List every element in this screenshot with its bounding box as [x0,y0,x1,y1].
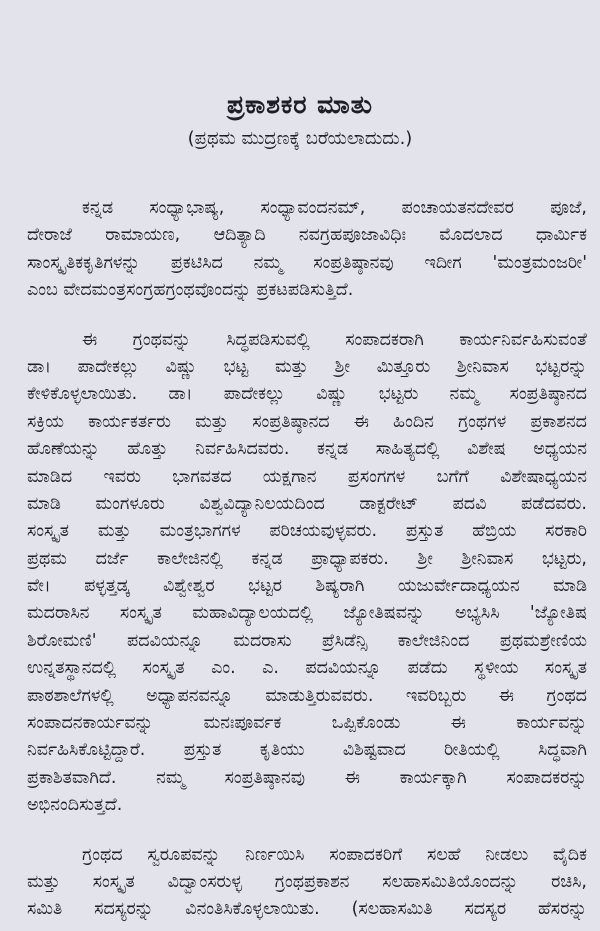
text-line: ನಿರ್ವಹಿಸಿಕೊಟ್ಟಿದ್ದಾರೆ. ಪ್ರಸ್ತುತ ಕೃತಿಯು ವಿಶಿಷ್ಟವಾದ ರೀತಿಯಲ್ಲಿ ಸಿದ್ಧವಾಗಿ [27,740,587,761]
text-line: ಸಂಪಾದನಕಾರ್ಯವನ್ನು ಮನಃಪೂರ್ವಕ ಒಪ್ಪಿಕೊಂಡು ಈ ಕಾರ್ಯವನ್ನು [27,713,587,734]
text-line: ಮದರಾಸಿನ ಸಂಸ್ಕೃತ ಮಹಾವಿದ್ಯಾಲಯದಲ್ಲಿ ಜ್ಯೋತಿಷವನ್ನು ಅಭ್ಯಸಿಸಿ 'ಜ್ಯೋತಿಷ [27,603,587,624]
text-line: ಪ್ರಕಾಶಿತವಾಗಿದೆ. ನಮ್ಮ ಸಂಪ್ರತಿಷ್ಠಾನವು ಈ ಕಾರ್ಯಕ್ಕಾಗಿ ಸಂಪಾದಕರನ್ನು [27,767,587,788]
text-line: ಈ ಗ್ರಂಥವನ್ನು ಸಿದ್ಧಪಡಿಸುವಲ್ಲಿ ಸಂಪಾದಕರಾಗಿ ಕಾರ್ಯನಿರ್ವಹಿಸುವಂತೆ [82,329,587,350]
document-body [27,195,587,929]
text-line: ಅಭಿನಂದಿಸುತ್ತದೆ. [27,795,123,816]
paragraph-2 [27,327,587,820]
text-line: ಉನ್ನತಸ್ಥಾನದಲ್ಲಿ ಸಂಸ್ಕೃತ ಎಂ. ಎ. ಪದವಿಯನ್ನೂ ಪಡೆದು ಸ್ಥಳೀಯ ಸಂಸ್ಕೃತ [27,658,587,679]
page-title: ಪ್ರಕಾಶಕರ ಮಾತು [227,90,373,119]
text-line: ಮಾಡಿದ ಇವರು ಭಾಗವತದ ಯಕ್ಷಗಾನ ಪ್ರಸಂಗಗಳ ಬಗೆಗೆ ವಿಶೇಷಾಧ್ಯಯನ [27,466,587,487]
text-line: ಶಿರೋಮಣಿ' ಪದವಿಯನ್ನೂ ಮದರಾಸು ಪ್ರೆಸಿಡೆನ್ಸಿ ಕಾಲೇಜಿನಿಂದ ಪ್ರಥಮಶ್ರೇಣಿಯ [27,630,587,651]
text-line: ಹೊಣೆಯನ್ನು ಹೊತ್ತು ನಿರ್ವಹಿಸಿದವರು. ಕನ್ನಡ ಸಾಹಿತ್ಯದಲ್ಲಿ ವಿಶೇಷ ಅಧ್ಯಯನ [27,439,587,460]
text-line: ದೇರಾಜೆ ರಾಮಾಯಣ, ಆದಿತ್ಯಾದಿ ನವಗ್ರಹಪೂಜಾವಿಧಿಃ ಮೊದಲಾದ ಧಾರ್ಮಿಕ [27,225,587,246]
paragraph-3 [27,842,587,924]
text-line: ಸಂಸ್ಕೃತ ಮತ್ತು ಮಂತ್ರಭಾಗಗಳ ಪರಿಚಯವುಳ್ಳವರು. ಪ್ರಸ್ತುತ ಹೆಬ್ರಿಯ ಸರಕಾರಿ [27,521,587,542]
text-line: ಕನ್ನಡ ಸಂಧ್ಯಾಭಾಷ್ಯ, ಸಂಧ್ಯಾವಂದನಮ್, ಪಂಚಾಯತನದೇವರ ಪೂಜೆ, [82,198,587,218]
text-line: ಗ್ರಂಥದ ಸ್ವರೂಪವನ್ನು ನಿರ್ಣಯಿಸಿ ಸಂಪಾದಕರಿಗೆ ಸಲಹೆ ನೀಡಲು ವೈದಿಕ [82,844,587,865]
text-line: ಸಾಂಸ್ಕೃತಿಕಕೃತಿಗಳನ್ನು ಪ್ರಕಟಿಸಿದ ನಮ್ಮ ಸಂಪ್ರತಿಷ್ಠಾನವು ಇದೀಗ 'ಮಂತ್ರಮಂಜರೀ' [27,252,587,273]
text-line: ವೇ। ಪಳ್ಳತ್ತಡ್ಕ ವಿಶ್ವೇಶ್ವರ ಭಟ್ಟರ ಶಿಷ್ಯರಾಗಿ ಯಜುರ್ವೇದಾಧ್ಯಯನ ಮಾಡಿ [27,576,587,597]
text-line: ಪಾಠಶಾಲೆಗಳಲ್ಲಿ ಅಧ್ಯಾಪನವನ್ನೂ ಮಾಡುತ್ತಿರುವವರು. ಇವರಿಬ್ಬರು ಈ ಗ್ರಂಥದ [27,685,587,706]
text-line: ಎಂಬ ವೇದಮಂತ್ರಸಂಗ್ರಹಗ್ರಂಥವೊಂದನ್ನು ಪ್ರಕಟಪಡಿಸುತ್ತಿದೆ. [27,280,354,301]
paragraph-1 [27,195,587,305]
text-line: ಮಾಡಿ ಮಂಗಳೂರು ವಿಶ್ವವಿದ್ಯಾನಿಲಯದಿಂದ ಡಾಕ್ಟರೇಟ್ ಪದವಿ ಪಡೆದವರು. [27,493,587,514]
text-line: ಸಮಿತಿ ಸದಸ್ಯರನ್ನು ವಿನಂತಿಸಿಕೊಳ್ಳಲಾಯಿತು. (ಸಲಹಾಸಮಿತಿ ಸದಸ್ಯರ ಹೆಸರನ್ನು [27,899,587,920]
text-line: ಕೇಳಿಕೊಳ್ಳಲಾಯಿತು. ಡಾ। ಪಾದೇಕಲ್ಲು ವಿಷ್ಣು ಭಟ್ಟರು ನಮ್ಮ ಸಂಪ್ರತಿಷ್ಠಾನದ [27,384,587,405]
text-line: ಪ್ರಥಮ ದರ್ಜೆ ಕಾಲೇಜಿನಲ್ಲಿ ಕನ್ನಡ ಪ್ರಾಧ್ಯಾಪಕರು. ಶ್ರೀ ಶ್ರೀನಿವಾಸ ಭಟ್ಟರು, [27,548,587,569]
text-line: ಮತ್ತು ಸಂಸ್ಕೃತ ವಿದ್ವಾಂಸರುಳ್ಳ ಗ್ರಂಥಪ್ರಕಾಶನ ಸಲಹಾಸಮಿತಿಯೊಂದನ್ನು ರಚಿಸಿ, [27,871,587,892]
text-line: ಸಕ್ರಿಯ ಕಾರ್ಯಕರ್ತರು ಮತ್ತು ಸಂಪ್ರತಿಷ್ಠಾನದ ಈ ಹಿಂದಿನ ಗ್ರಂಥಗಳ ಪ್ರಕಾಶನದ [27,411,587,432]
text-line: ಡಾ। ಪಾದೇಕಲ್ಲು ವಿಷ್ಣು ಭಟ್ಟ ಮತ್ತು ಶ್ರೀ ಮಿತ್ತೂರು ಶ್ರೀನಿವಾಸ ಭಟ್ಟರನ್ನು [27,356,587,377]
page-subtitle: (ಪ್ರಥಮ ಮುದ್ರಣಕ್ಕೆ ಬರೆಯಲಾದುದು.) [187,128,413,149]
